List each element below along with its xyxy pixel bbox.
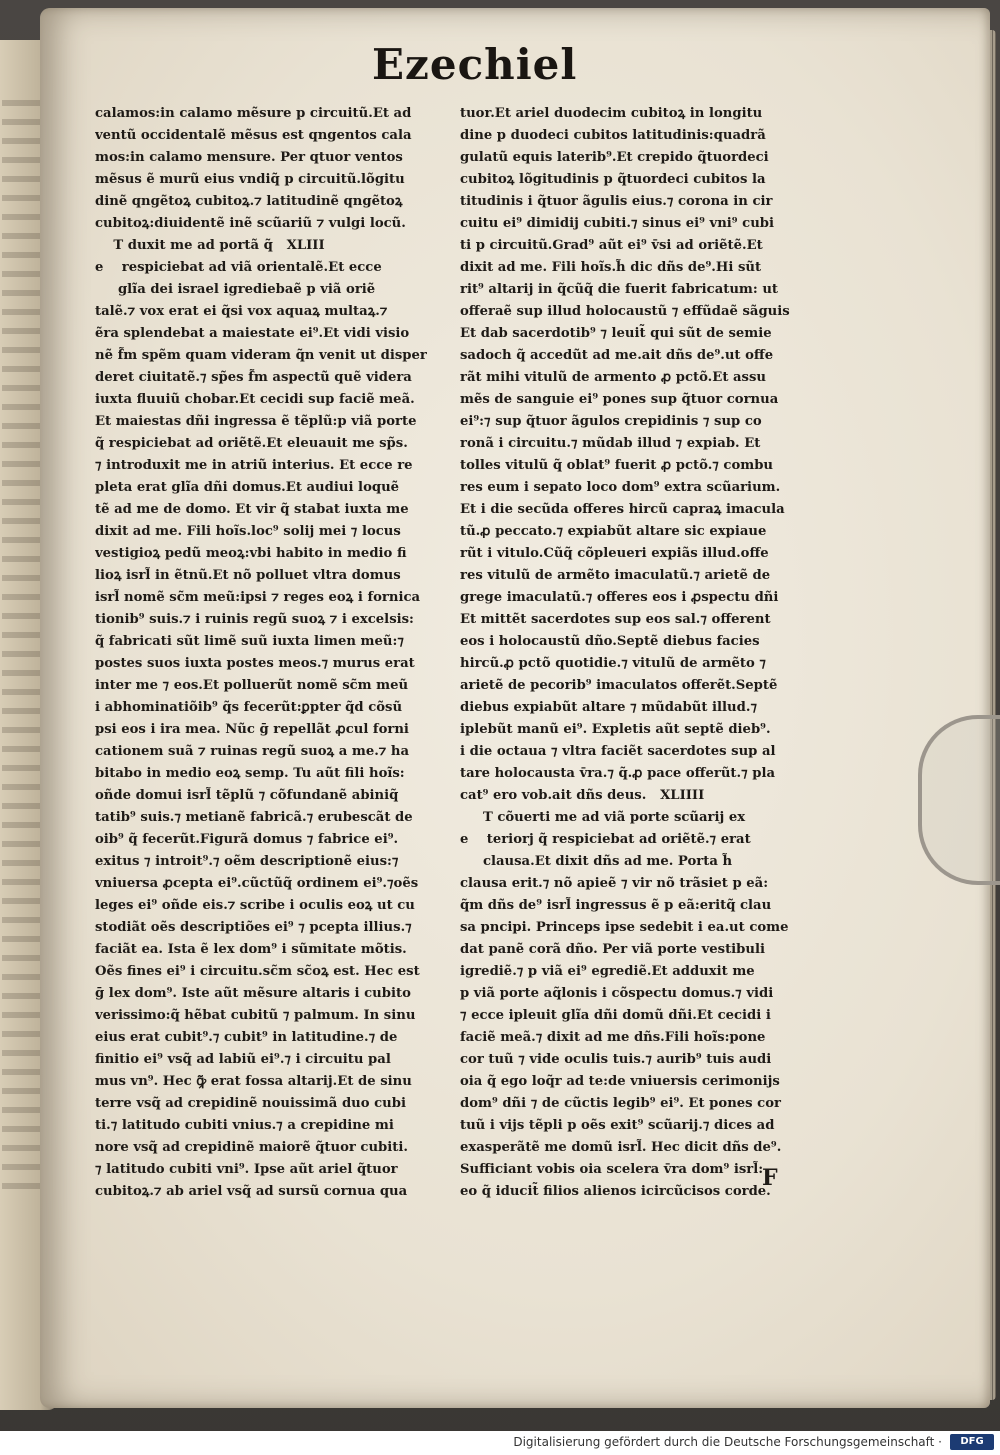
text-line: deret ciuitatẽ.⁊ sp̃es f̃m aspectũ quẽ videra bbox=[95, 370, 412, 385]
text-line: exitus ⁊ introit⁹.⁊ oẽm descriptionẽ eius:⁊ bbox=[95, 854, 399, 869]
text-line: cat⁹ ero vob.ait dñs deus. XLIIII bbox=[460, 788, 705, 803]
text-line: oñde domui isrl̃ tẽplũ ⁊ cõfundanẽ abiniq̃ bbox=[95, 788, 399, 803]
text-line: mos:in calamo mensure. Per qtuor ventos bbox=[95, 150, 403, 165]
text-line: glĩa dei israel igrediebaẽ p viã oriẽ bbox=[95, 282, 376, 297]
text-line: sadoch q̃ accedũt ad me.ait dñs de⁹.ut offe bbox=[460, 348, 774, 363]
text-line: T duxit me ad portã q̃ XLIII bbox=[95, 238, 325, 253]
running-head: Ezechiel bbox=[372, 40, 578, 89]
text-line: cationem suã ⁊ ruinas regũ suoꝝ a me.⁊ ha bbox=[95, 744, 410, 759]
text-line: ḡ lex dom⁹. Iste aũt mẽsure altaris i cubito bbox=[95, 986, 411, 1001]
text-line: q̃ respiciebat ad oriẽtẽ.Et eleuauit me sp̃s. bbox=[95, 436, 408, 451]
text-line: cubitoꝝ.⁊ ab ariel vsq̃ ad sursũ cornua qua bbox=[95, 1184, 408, 1199]
text-line: rit⁹ altarij in q̃cũq̃ die fuerit fabricatum: ut bbox=[460, 282, 779, 297]
text-line: Et mittẽt sacerdotes sup eos sal.⁊ offerent bbox=[460, 612, 771, 627]
text-line: dat panẽ corã dño. Per viã porte vestibuli bbox=[460, 942, 765, 957]
text-line: ti p circuitũ.Grad⁹ aũt ei⁹ v̄si ad oriẽtẽ.Et bbox=[460, 238, 763, 253]
text-line: clausa.Et dixit dñs ad me. Porta h̃ bbox=[460, 854, 733, 869]
text-line: gulatũ equis laterib⁹.Et crepido q̃tuordeci bbox=[460, 150, 769, 165]
text-line: tatib⁹ suis.⁊ metianẽ fabricã.⁊ erubescãt de bbox=[95, 810, 413, 825]
text-line: cuitu ei⁹ dimidij cubiti.⁊ sinus ei⁹ vni⁹ cubi bbox=[460, 216, 775, 231]
text-line: dom⁹ dñi ⁊ de cũctis legib⁹ ei⁹. Et pones cor bbox=[460, 1096, 781, 1111]
text-line: hircũ.ꝓ pctõ quotidie.⁊ vitulũ de armẽto ⁊ bbox=[460, 656, 766, 671]
text-line: vestigioꝝ pedũ meoꝝ:vbi habito in medio fi bbox=[95, 546, 407, 561]
text-line: tionib⁹ suis.⁊ i ruinis regũ suoꝝ ⁊ i excelsis: bbox=[95, 612, 414, 627]
text-line: terre vsq̃ ad crepidinẽ nouissimã duo cubi bbox=[95, 1096, 406, 1111]
text-line: diebus expiabũt altare ⁊ mũdabũt illud.⁊ bbox=[460, 700, 758, 715]
text-line: tẽ ad me de domo. Et vir q̃ stabat iuxta me bbox=[95, 502, 409, 517]
text-line: mẽsus ẽ murũ eius vndiq̃ p circuitũ.lõgitu bbox=[95, 172, 405, 187]
text-line: cubitoꝝ:diuidentẽ inẽ scũariũ ⁊ vulgi locũ. bbox=[95, 216, 406, 231]
text-line: offeraẽ sup illud holocaustũ ⁊ effũdaẽ sãguis bbox=[460, 304, 790, 319]
text-line: eo q̃ iducit̃ filios alienos icircũcisos corde. bbox=[460, 1184, 771, 1199]
text-line: Et i die secũda offeres hircũ capraꝝ imacula bbox=[460, 502, 785, 517]
text-line: Et maiestas dñi ingressa ẽ tẽplũ:p viã porte bbox=[95, 414, 417, 429]
text-line: ei⁹:⁊ sup q̃tuor ãgulos crepidinis ⁊ sup co bbox=[460, 414, 762, 429]
text-line: ti.⁊ latitudo cubiti vnius.⁊ a crepidine mi bbox=[95, 1118, 394, 1133]
text-line: eos i holocaustũ dño.Septẽ diebus facies bbox=[460, 634, 760, 649]
text-line: dine p duodeci cubitos latitudinis:quadrã bbox=[460, 128, 766, 143]
text-line: dixit ad me. Fili hoĩs.h̃ dic dñs de⁹.Hi sũt bbox=[460, 260, 762, 275]
text-line: Oẽs fines ei⁹ i circuitu.sc̃m sc̃oꝝ est. Hec est bbox=[95, 964, 420, 979]
text-line: sa pncipi. Princeps ipse sedebit i ea.ut come bbox=[460, 920, 789, 935]
text-line: res eum i sepato loco dom⁹ extra scũarium. bbox=[460, 480, 781, 495]
text-line: calamos:in calamo mẽsure p circuitũ.Et ad bbox=[95, 106, 412, 121]
text-column-right bbox=[460, 103, 810, 1203]
text-line: T cõuerti me ad viã porte scũarij ex bbox=[460, 810, 746, 825]
text-line: ⁊ introduxit me in atriũ interius. Et ecce re bbox=[95, 458, 413, 473]
text-line: ⁊ latitudo cubiti vni⁹. Ipse aũt ariel q̃tuor bbox=[95, 1162, 398, 1177]
text-line: exasperãtẽ me domũ isrl̃. Hec dicit dñs de⁹. bbox=[460, 1140, 782, 1155]
text-line: titudinis i q̃tuor ãgulis eius.⁊ corona in cir bbox=[460, 194, 773, 209]
text-line: i abhominatiõib⁹ q̃s fecerũt:ꝑpter q̃d cõsũ bbox=[95, 700, 403, 715]
text-line: ẽra splendebat a maiestate ei⁹.Et vidi visio bbox=[95, 326, 410, 341]
text-line: i die octaua ⁊ vltra faciẽt sacerdotes sup al bbox=[460, 744, 776, 759]
text-line: ⁊ ecce ipleuit glĩa dñi domũ dñi.Et cecidi i bbox=[460, 1008, 771, 1023]
text-line: tuũ i vijs tẽpli p oẽs exit⁹ scũarij.⁊ dices ad bbox=[460, 1118, 775, 1133]
text-line: tuor.Et ariel duodecim cubitoꝝ in longitu bbox=[460, 106, 763, 121]
text-line: pleta erat glĩa dñi domus.Et audiui loquẽ bbox=[95, 480, 400, 495]
text-line: stodiãt oẽs descriptiões ei⁹ ⁊ pcepta illius.⁊ bbox=[95, 920, 412, 935]
text-line: e teriorj q̃ respiciebat ad oriẽtẽ.⁊ erat bbox=[460, 832, 751, 847]
text-line: iuxta fluuiũ chobar.Et cecidi sup faciẽ meã. bbox=[95, 392, 415, 407]
text-column-left bbox=[95, 103, 445, 1203]
text-line: q̃ fabricati sũt limẽ suũ iuxta limen meũ:⁊ bbox=[95, 634, 404, 649]
text-line: grege imaculatũ.⁊ offeres eos i ꝓspectu dñi bbox=[460, 590, 779, 605]
text-line: isrl̃ nomẽ sc̃m meũ:ipsi ⁊ reges eoꝝ i fornica bbox=[95, 590, 421, 605]
funding-credit: Digitalisierung gefördert durch die Deutsche Forschungsgemeinschaft · bbox=[513, 1435, 942, 1449]
text-line: ronã i circuitu.⁊ mũdab illud ⁊ expiab. Et bbox=[460, 436, 761, 451]
page-clip bbox=[918, 715, 1000, 885]
text-line: cubitoꝝ lõgitudinis p q̃tuordeci cubitos la bbox=[460, 172, 766, 187]
text-line: finitio ei⁹ vsq̃ ad labiũ ei⁹.⁊ i circuitu pal bbox=[95, 1052, 391, 1067]
text-line: bitabo in medio eoꝝ semp. Tu aũt fili hoĩs: bbox=[95, 766, 405, 781]
text-line: Sufficiant vobis oia scelera v̄ra dom⁹ isrl̃: bbox=[460, 1162, 764, 1177]
text-line: tare holocausta v̄ra.⁊ q̃.ꝓ pace offerũt.⁊ pla bbox=[460, 766, 776, 781]
text-line: vniuersa ꝓcepta ei⁹.cũctũq̃ ordinem ei⁹.⁊oẽs bbox=[95, 876, 419, 891]
text-line: mus vn⁹. Hec ꝙ̃ erat fossa altarij.Et de sinu bbox=[95, 1074, 412, 1089]
text-line: p viã porte aq̃lonis i cõspectu domus.⁊ vidi bbox=[460, 986, 774, 1001]
text-line: arietẽ de pecorib⁹ imaculatos offerẽt.Septẽ bbox=[460, 678, 778, 693]
text-line: verissimo:q̃ hẽbat cubitũ ⁊ palmum. In sinu bbox=[95, 1008, 416, 1023]
text-line: rãt mihi vitulũ de armento ꝓ pctõ.Et assu bbox=[460, 370, 766, 385]
text-line: cor tuũ ⁊ vide oculis tuis.⁊ aurib⁹ tuis audi bbox=[460, 1052, 772, 1067]
text-line: talẽ.⁊ vox erat ei q̃si vox aquaꝝ multaꝝ.⁊ bbox=[95, 304, 388, 319]
text-line: tolles vitulũ q̃ oblat⁹ fuerit ꝓ pctõ.⁊ combu bbox=[460, 458, 774, 473]
catchword: F bbox=[762, 1165, 778, 1191]
text-line: igrediẽ.⁊ p viã ei⁹ egrediẽ.Et adduxit me bbox=[460, 964, 755, 979]
text-line: psi eos i ira mea. Nũc ḡ repellãt ꝓcul forni bbox=[95, 722, 409, 737]
text-line: faciẽ meã.⁊ dixit ad me dñs.Fili hoĩs:pone bbox=[460, 1030, 766, 1045]
text-line: tũ.ꝓ peccato.⁊ expiabũt altare sic expiaue bbox=[460, 524, 767, 539]
text-line: leges ei⁹ oñde eis.⁊ scribe i oculis eoꝝ ut cu bbox=[95, 898, 415, 913]
text-line: Et dab sacerdotib⁹ ⁊ leuit̃ qui sũt de semie bbox=[460, 326, 772, 341]
text-line: inter me ⁊ eos.Et polluerũt nomẽ sc̃m meũ bbox=[95, 678, 409, 693]
text-line: ventũ occidentalẽ mẽsus est qngentos cala bbox=[95, 128, 412, 143]
footer-bar bbox=[0, 1431, 1000, 1455]
text-line: e respiciebat ad viã orientalẽ.Et ecce bbox=[95, 260, 382, 275]
dfg-logo: DFG bbox=[950, 1434, 994, 1450]
text-line: lioꝝ isrl̃ in ẽtnũ.Et nõ polluet vltra domus bbox=[95, 568, 401, 583]
text-line: faciãt ea. Ista ẽ lex dom⁹ i sũmitate mõtis. bbox=[95, 942, 407, 957]
text-line: eius erat cubit⁹.⁊ cubit⁹ in latitudine.⁊ de bbox=[95, 1030, 398, 1045]
text-line: dinẽ qngẽtoꝝ cubitoꝝ.⁊ latitudinẽ qngẽtoꝝ bbox=[95, 194, 403, 209]
text-line: res vitulũ de armẽto imaculatũ.⁊ arietẽ de bbox=[460, 568, 771, 583]
text-line: dixit ad me. Fili hoĩs.loc⁹ solij mei ⁊ locus bbox=[95, 524, 401, 539]
text-line: iplebũt manũ ei⁹. Expletis aũt septẽ dieb⁹. bbox=[460, 722, 771, 737]
text-line: rũt i vitulo.Cũq̃ cõpleueri expiãs illud.offe bbox=[460, 546, 769, 561]
text-line: postes suos iuxta postes meos.⁊ murus erat bbox=[95, 656, 415, 671]
text-line: nore vsq̃ ad crepidinẽ maiorẽ q̃tuor cubiti. bbox=[95, 1140, 408, 1155]
text-line: nẽ f̃m spẽm quam videram q̃n venit ut disper bbox=[95, 348, 427, 363]
text-line: q̃m dñs de⁹ isrl̃ ingressus ẽ p eã:eritq̃ clau bbox=[460, 898, 772, 913]
text-line: oib⁹ q̃ fecerũt.Figurã domus ⁊ fabrice ei⁹. bbox=[95, 832, 399, 847]
text-line: mẽs de sanguie ei⁹ pones sup q̃tuor cornua bbox=[460, 392, 779, 407]
text-line: clausa erit.⁊ nõ apieẽ ⁊ vir nõ trãsiet p eã: bbox=[460, 876, 769, 891]
text-line: oia q̃ ego loq̃r ad te:de vniuersis cerimonijs bbox=[460, 1074, 780, 1089]
